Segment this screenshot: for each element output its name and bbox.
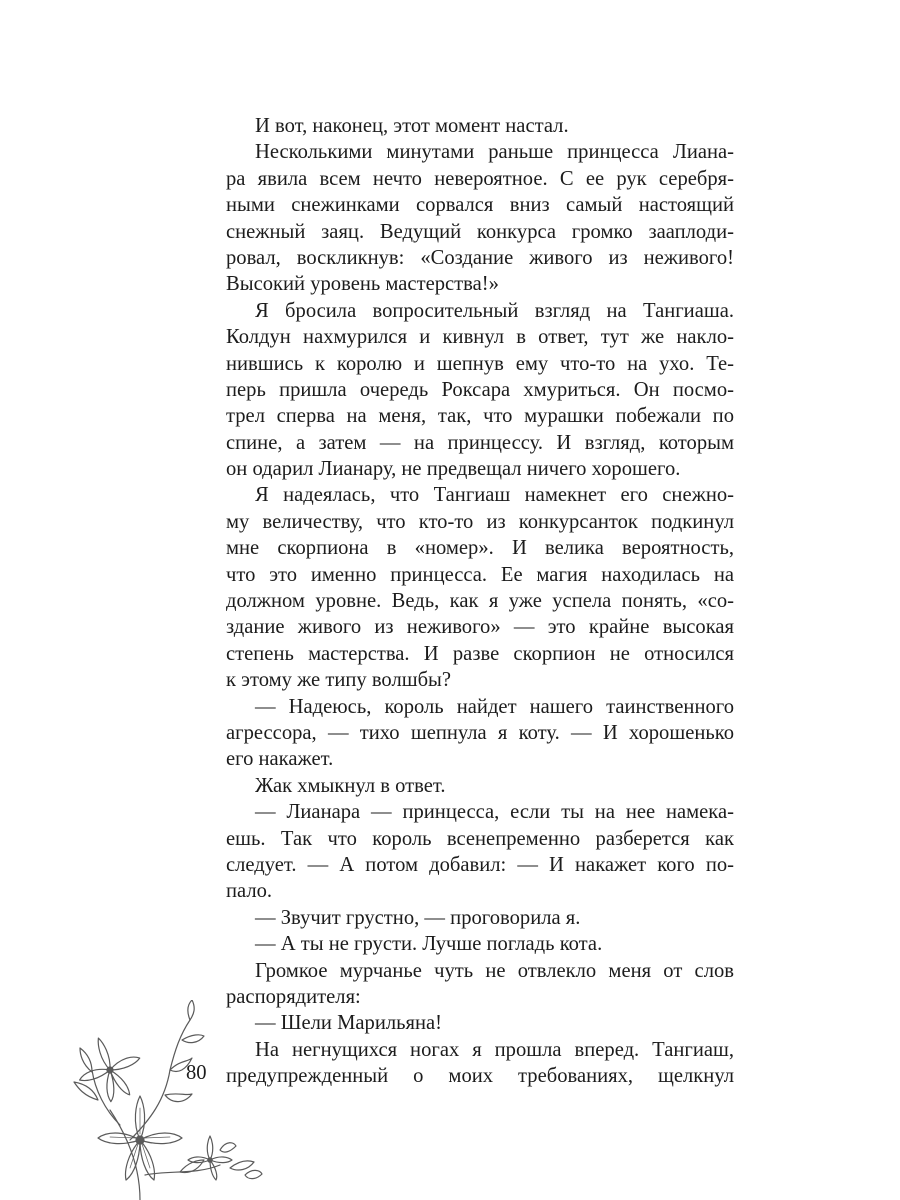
text-line: здание живого из неживого» — это крайне высокая xyxy=(226,616,734,639)
text-line: распорядителя: xyxy=(226,985,361,1008)
text-line: му величеству, что кто-то из конкурсанток подкинул xyxy=(226,510,734,533)
text-line: Жак хмыкнул в ответ. xyxy=(255,774,446,797)
body-text xyxy=(226,113,734,1089)
text-line: Колдун нахмурился и кивнул в ответ, тут же накло- xyxy=(226,326,734,349)
text-line: предупрежденный о моих требованиях, щелкнул xyxy=(226,1065,734,1088)
text-line: И вот, наконец, этот момент настал. xyxy=(255,115,569,137)
page-number: 80 xyxy=(186,1062,207,1084)
floral-corner-ornament xyxy=(70,1000,270,1200)
text-line: ра явила всем нечто невероятное. С ее рук серебря- xyxy=(226,167,734,190)
text-line: он одарил Лианару, не предвещал ничего хорошего. xyxy=(226,458,681,481)
text-line: степень мастерства. И разве скорпион не относился xyxy=(226,642,734,665)
text-line: — Шели Марильяна! xyxy=(255,1012,443,1035)
text-line: Несколькими минутами раньше принцесса Лиана- xyxy=(255,141,734,164)
text-line: — Лианара — принцесса, если ты на нее намека- xyxy=(255,801,734,824)
text-line: трел сперва на меня, так, что мурашки побежали по xyxy=(226,405,734,428)
text-line: его накажет. xyxy=(226,748,334,771)
text-line: Громкое мурчанье чуть не отвлекло меня от слов xyxy=(255,959,734,982)
text-line: агрессора, — тихо шепнула я коту. — И хорошенько xyxy=(226,721,734,744)
text-line: Высокий уровень мастерства!» xyxy=(226,273,499,296)
text-line: мне скорпиона в «номер». И велика вероятность, xyxy=(226,537,734,560)
text-line: ровал, воскликнув: «Создание живого из неживого! xyxy=(226,246,734,269)
text-line: перь пришла очередь Роксара хмуриться. Он посмо- xyxy=(226,378,734,401)
text-line: что это именно принцесса. Ее магия находилась на xyxy=(226,563,734,586)
text-line: — А ты не грусти. Лучше погладь кота. xyxy=(255,933,603,956)
text-line: На негнущихся ногах я прошла вперед. Тангиаш, xyxy=(255,1038,734,1061)
text-line: к этому же типу волшбы? xyxy=(226,669,452,692)
text-line: должном уровне. Ведь, как я уже успела понять, «со- xyxy=(226,590,734,613)
text-line: Я надеялась, что Тангиаш намекнет его снежно- xyxy=(255,484,734,507)
text-line: снежный заяц. Ведущий конкурса громко зааплоди- xyxy=(226,220,734,243)
text-line: ешь. Так что король всенепременно разберется как xyxy=(226,827,734,850)
text-line: спине, а затем — на принцессу. И взгляд, которым xyxy=(226,431,734,454)
text-line: — Звучит грустно, — проговорила я. xyxy=(255,906,581,929)
text-line: пало. xyxy=(226,880,273,903)
text-line: — Надеюсь, король найдет нашего таинственного xyxy=(255,695,734,718)
text-line: нившись к королю и шепнув ему что-то на ухо. Те- xyxy=(226,352,734,375)
text-line: ными снежинками сорвался вниз самый настоящий xyxy=(226,194,734,217)
text-line: следует. — А потом добавил: — И накажет кого по- xyxy=(226,853,734,876)
text-line: Я бросила вопросительный взгляд на Тангиаша. xyxy=(255,299,734,322)
